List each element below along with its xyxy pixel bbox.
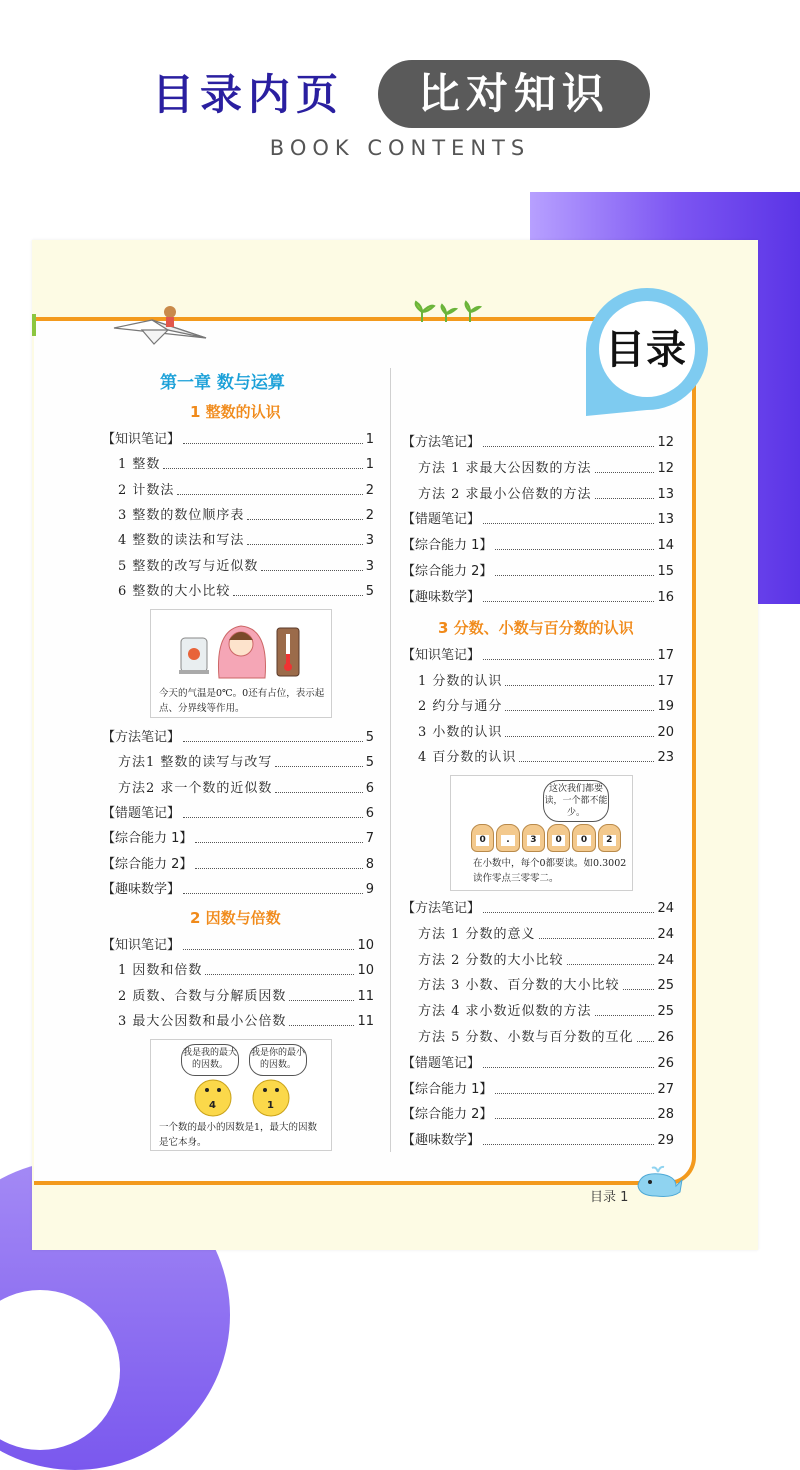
hamster-icon — [598, 824, 621, 852]
hamster-icon — [496, 824, 519, 852]
toc-entry-page: 11 — [357, 1013, 374, 1029]
page-heading: 目录内页 — [152, 70, 345, 119]
illustration-caption: 一个数的最小的因数是1，最大的因数是它本身。 — [159, 1122, 318, 1148]
toc-entry-page: 5 — [365, 583, 374, 599]
toc-entry[interactable] — [118, 505, 374, 525]
toc-entry-page: 12 — [657, 435, 674, 450]
toc-entry-label: 【知识笔记】 — [402, 648, 481, 663]
hamster-digit: . — [501, 835, 514, 846]
toc-entry-label: 1 整数 — [118, 457, 161, 473]
toc-leader-dots — [483, 523, 654, 524]
toc-leader-dots — [289, 1000, 354, 1001]
toc-entry[interactable] — [418, 950, 674, 970]
toc-entry-label: 4 整数的读法和写法 — [118, 533, 245, 549]
chick-number-right: 1 — [267, 1100, 274, 1111]
toc-entry-page: 15 — [657, 564, 674, 579]
toc-leader-dots — [595, 498, 655, 499]
toc-entry-label: 方法 5 分数、小数与百分数的互化 — [418, 1030, 634, 1045]
toc-entry-page: 23 — [657, 750, 674, 765]
toc-entry[interactable] — [402, 645, 674, 665]
badge-label: 目录 — [605, 327, 687, 373]
toc-entry-page: 16 — [657, 589, 674, 605]
toc-entry[interactable] — [102, 879, 374, 899]
toc-leader-dots — [183, 893, 363, 894]
toc-entry-page: 5 — [365, 755, 374, 771]
toc-leader-dots — [163, 468, 362, 469]
toc-leader-dots — [183, 741, 363, 742]
toc-entry-label: 【综合能力 2】 — [102, 856, 193, 872]
sprouts-icon — [412, 300, 482, 324]
toc-entry-page: 9 — [365, 881, 374, 897]
toc-entry-page: 24 — [657, 952, 674, 968]
toc-entry[interactable] — [102, 828, 374, 848]
chapter-title: 第一章 数与运算 — [160, 373, 285, 393]
chick-number-left: 4 — [209, 1100, 216, 1111]
toc-entry[interactable] — [418, 1027, 674, 1047]
toc-entry[interactable] — [418, 975, 674, 995]
toc-entry[interactable] — [402, 1130, 674, 1150]
toc-entry-page: 11 — [357, 988, 374, 1004]
toc-entry[interactable] — [402, 561, 674, 581]
hamster-digit: 0 — [577, 835, 590, 846]
toc-entry-label: 1 因数和倍数 — [118, 963, 203, 979]
toc-leader-dots — [247, 544, 362, 545]
girl-thermometer-icon — [151, 610, 331, 682]
toc-entry-page: 26 — [657, 1030, 674, 1045]
toc-entry-page: 7 — [365, 831, 374, 847]
toc-entry-label: 方法 3 小数、百分数的大小比较 — [418, 978, 620, 994]
section-title-3: 3 分数、小数与百分数的认识 — [438, 619, 634, 637]
toc-entry[interactable] — [418, 484, 674, 504]
section-title-1: 1 整数的认识 — [190, 403, 281, 421]
toc-entry[interactable] — [118, 454, 374, 474]
toc-leader-dots — [183, 949, 354, 950]
toc-leader-dots — [495, 549, 654, 550]
toc-entry-label: 方法 2 求最小公倍数的方法 — [418, 486, 592, 502]
toc-leader-dots — [483, 1067, 654, 1068]
toc-entry-label: 【趣味数学】 — [102, 881, 181, 897]
toc-entry[interactable] — [418, 747, 674, 767]
toc-entry-page: 13 — [657, 486, 674, 502]
toc-entry-page: 27 — [657, 1081, 674, 1097]
green-tick — [32, 314, 36, 336]
toc-entry[interactable] — [402, 587, 674, 607]
hamster-icon — [547, 824, 570, 852]
illustration-caption: 在小数中，每个0都要读。如0.3002读作零点三零零二。 — [473, 858, 627, 884]
toc-entry-label: 【综合能力 2】 — [402, 1107, 493, 1123]
hamster-icon — [572, 824, 595, 852]
toc-leader-dots — [495, 575, 654, 576]
speech-bubble-right: 我是你的最小的因数。 — [249, 1044, 307, 1076]
toc-leader-dots — [205, 974, 354, 975]
toc-entry[interactable] — [402, 1079, 674, 1099]
toc-leader-dots — [505, 736, 654, 737]
speech-bubble: 这次我们都要读，一个都不能少。 — [543, 780, 609, 822]
toc-leader-dots — [275, 766, 362, 767]
hamster-icon — [471, 824, 494, 852]
hamster-row — [471, 824, 621, 854]
toc-entry-page: 10 — [357, 963, 374, 979]
toc-leader-dots — [505, 710, 654, 711]
toc-entry[interactable] — [118, 778, 374, 798]
chicks-icon — [151, 1074, 331, 1118]
toc-leader-dots — [505, 685, 654, 686]
illustration-caption: 今天的气温是0℃。0还有占位，表示起点、分界线等作用。 — [159, 688, 325, 714]
toc-entry-page: 12 — [657, 460, 674, 476]
toc-entry[interactable] — [118, 752, 374, 772]
toc-entry-label: 方法1 整数的读写与改写 — [118, 755, 273, 771]
toc-entry[interactable] — [118, 480, 374, 500]
toc-entry-page: 3 — [365, 533, 374, 549]
toc-entry-label: 3 最大公因数和最小公倍数 — [118, 1013, 287, 1029]
paper-plane-icon — [112, 300, 208, 348]
toc-entry-label: 【趣味数学】 — [402, 1133, 481, 1149]
toc-entry-label: 【知识笔记】 — [102, 432, 181, 447]
toc-leader-dots — [247, 519, 362, 520]
toc-leader-dots — [595, 1015, 655, 1016]
toc-entry[interactable] — [102, 935, 374, 955]
toc-entry[interactable] — [102, 429, 374, 449]
heading-pill-label: 比对知识 — [417, 69, 610, 118]
toc-entry-label: 【方法笔记】 — [402, 435, 481, 450]
toc-leader-dots — [495, 1118, 654, 1119]
hamster-digit: 0 — [552, 835, 565, 846]
toc-entry-label: 【综合能力 2】 — [402, 564, 493, 579]
toc-entry[interactable] — [118, 530, 374, 550]
toc-entry[interactable] — [418, 458, 674, 478]
toc-entry[interactable] — [118, 556, 374, 576]
toc-entry-label: 【综合能力 1】 — [402, 538, 493, 554]
toc-entry-label: 6 整数的大小比较 — [118, 583, 231, 599]
column-divider — [390, 368, 391, 1152]
toc-entry-label: 方法2 求一个数的近似数 — [118, 780, 273, 796]
toc-entry-page: 26 — [657, 1055, 674, 1071]
hamster-digit: 3 — [527, 835, 540, 846]
toc-entry-label: 【错题笔记】 — [102, 805, 181, 821]
toc-entry-page: 8 — [365, 856, 374, 872]
toc-leader-dots — [183, 443, 363, 444]
toc-leader-dots — [233, 595, 362, 596]
toc-entry-label: 4 百分数的认识 — [418, 750, 517, 765]
toc-entry-label: 【方法笔记】 — [402, 901, 481, 916]
toc-entry-page: 17 — [657, 673, 674, 689]
heading-pill — [378, 60, 650, 128]
toc-entry[interactable] — [418, 1001, 674, 1021]
toc-entry-label: 【错题笔记】 — [402, 512, 481, 528]
toc-entry-label: 3 小数的认识 — [418, 724, 503, 740]
toc-entry-page: 2 — [365, 482, 374, 498]
toc-entry-page: 14 — [657, 538, 674, 554]
toc-entry-label: 2 计数法 — [118, 482, 175, 498]
toc-entry-label: 1 分数的认识 — [418, 673, 503, 689]
toc-entry-page: 1 — [365, 457, 374, 473]
toc-entry[interactable] — [118, 581, 374, 601]
toc-entry-page: 24 — [657, 926, 674, 942]
toc-leader-dots — [275, 792, 362, 793]
toc-entry-page: 1 — [365, 432, 374, 447]
toc-entry-page: 29 — [657, 1133, 674, 1149]
toc-entry-page: 6 — [365, 805, 374, 821]
hamster-digit: 0 — [476, 835, 489, 846]
toc-entry[interactable] — [418, 696, 674, 716]
toc-entry-label: 方法 1 分数的意义 — [418, 926, 536, 942]
toc-leader-dots — [595, 472, 655, 473]
toc-entry[interactable] — [418, 671, 674, 691]
toc-entry-label: 【综合能力 1】 — [402, 1081, 493, 1097]
toc-leader-dots — [567, 964, 655, 965]
toc-entry-label: 【综合能力 1】 — [102, 831, 193, 847]
toc-leader-dots — [519, 761, 654, 762]
toc-leader-dots — [483, 659, 654, 660]
toc-leader-dots — [261, 570, 362, 571]
toc-entry-label: 5 整数的改写与近似数 — [118, 558, 259, 574]
toc-entry[interactable] — [118, 960, 374, 980]
toc-entry[interactable] — [402, 432, 674, 452]
toc-entry-page: 2 — [365, 507, 374, 523]
toc-entry[interactable] — [402, 509, 674, 529]
toc-entry-page: 24 — [657, 901, 674, 916]
page-subtitle: BOOK CONTENTS — [269, 136, 531, 160]
toc-entry[interactable] — [402, 535, 674, 555]
toc-leader-dots — [177, 494, 362, 495]
toc-entry-label: 方法 1 求最大公因数的方法 — [418, 460, 592, 476]
toc-entry[interactable] — [418, 722, 674, 742]
toc-entry-page: 13 — [657, 512, 674, 528]
toc-entry-label: 【知识笔记】 — [102, 938, 181, 953]
toc-leader-dots — [483, 912, 654, 913]
toc-entry-label: 方法 2 分数的大小比较 — [418, 952, 564, 968]
toc-entry-label: 2 质数、合数与分解质因数 — [118, 988, 287, 1004]
toc-entry-label: 2 约分与通分 — [418, 699, 503, 714]
toc-entry[interactable] — [118, 1011, 374, 1031]
toc-entry-page: 10 — [357, 938, 374, 953]
toc-leader-dots — [483, 1144, 654, 1145]
toc-leader-dots — [483, 601, 654, 602]
hamster-digit: 2 — [603, 835, 616, 846]
toc-leader-dots — [195, 842, 362, 843]
toc-entry-label: 【错题笔记】 — [402, 1055, 481, 1071]
toc-leader-dots — [623, 989, 655, 990]
toc-leader-dots — [539, 938, 655, 939]
toc-entry[interactable] — [418, 924, 674, 944]
toc-entry-page: 25 — [657, 1004, 674, 1020]
toc-leader-dots — [195, 868, 362, 869]
illustration-temperature — [150, 609, 332, 718]
toc-entry-label: 3 整数的数位顺序表 — [118, 507, 245, 523]
toc-entry[interactable] — [402, 1053, 674, 1073]
toc-leader-dots — [183, 817, 363, 818]
toc-entry-page: 3 — [365, 558, 374, 574]
toc-entry-label: 【方法笔记】 — [102, 730, 181, 745]
whale-icon — [636, 1164, 684, 1202]
toc-entry[interactable] — [118, 986, 374, 1006]
section-title-2: 2 因数与倍数 — [190, 909, 281, 927]
toc-entry[interactable] — [402, 1104, 674, 1124]
toc-leader-dots — [495, 1093, 654, 1094]
toc-entry-page: 6 — [365, 780, 374, 796]
speech-bubble-left: 我是我的最大的因数。 — [181, 1044, 239, 1076]
toc-entry-label: 方法 4 求小数近似数的方法 — [418, 1004, 592, 1020]
page-number-label: 目录 1 — [590, 1190, 629, 1205]
toc-entry-page: 20 — [657, 724, 674, 740]
toc-leader-dots — [483, 446, 654, 447]
illustration-decimals — [450, 775, 633, 891]
toc-entry-page: 19 — [657, 699, 674, 714]
illustration-factors — [150, 1039, 332, 1151]
toc-entry-page: 28 — [657, 1107, 674, 1123]
toc-entry[interactable] — [102, 727, 374, 747]
toc-entry-page: 17 — [657, 648, 674, 663]
toc-leader-dots — [289, 1025, 354, 1026]
toc-entry[interactable] — [102, 854, 374, 874]
hamster-icon — [522, 824, 545, 852]
toc-leader-dots — [637, 1041, 655, 1042]
toc-entry[interactable] — [402, 898, 674, 918]
toc-entry[interactable] — [102, 803, 374, 823]
toc-entry-page: 5 — [365, 730, 374, 745]
toc-entry-label: 【趣味数学】 — [402, 589, 481, 605]
toc-entry-page: 25 — [657, 978, 674, 994]
